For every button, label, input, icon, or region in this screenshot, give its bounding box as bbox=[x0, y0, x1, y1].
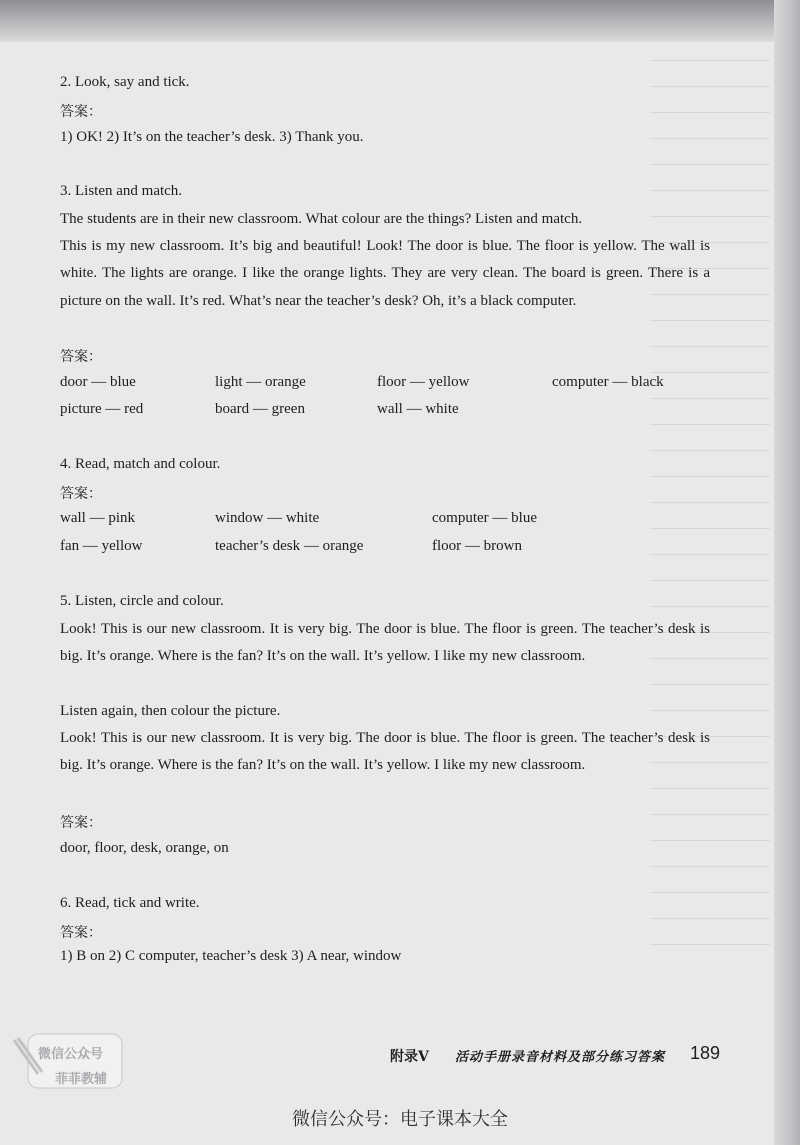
section-5-instruction: Listen again, then colour the picture. bbox=[60, 703, 281, 719]
section-6-heading: 6. Read, tick and write. bbox=[60, 895, 200, 911]
footer-title: 活动手册录音材料及部分练习答案 bbox=[455, 1050, 666, 1065]
section-3-passage: This is my new classroom. It’s big and beautiful! Look! The door is blue. The floor is yellow. The wall is white. The lights are orange. I like the orange lights. They are very clean. The board is green. There is a picture on the wall. It’s red. What’s near the teacher’s desk? Oh, it’s a black computer. bbox=[60, 238, 710, 309]
section-5-heading: 5. Listen, circle and colour. bbox=[60, 593, 224, 609]
match-item: floor — brown bbox=[432, 538, 522, 554]
match-item: teacher’s desk — orange bbox=[215, 538, 364, 554]
match-item: computer — blue bbox=[432, 510, 537, 526]
match-item: floor — yellow bbox=[377, 374, 470, 390]
section-5-answer: door, floor, desk, orange, on bbox=[60, 840, 229, 856]
match-item: picture — red bbox=[60, 401, 144, 417]
match-item: light — orange bbox=[215, 374, 306, 390]
watermark-bottom: 微信公众号：电子课本大全 bbox=[292, 1109, 508, 1130]
section-4-answer-label: 答案： bbox=[60, 486, 102, 502]
section-5-answer-label: 答案： bbox=[60, 815, 102, 831]
section-2-heading: 2. Look, say and tick. bbox=[60, 74, 190, 90]
page-number: 189 bbox=[690, 1043, 721, 1063]
section-5-passage-repeat: Look! This is our new classroom. It is very big. The door is blue. The floor is green. The teacher’s desk is big. It’s orange. Where is the fan? It’s on the wall. It’s yellow. I like my new classroom. bbox=[60, 730, 710, 774]
section-5-passage: Look! This is our new classroom. It is very big. The door is blue. The floor is green. The teacher’s desk is big. It’s orange. Where is the fan? It’s on the wall. It’s yellow. I like my new classroom. bbox=[60, 621, 710, 665]
section-6-answer-label: 答案： bbox=[60, 925, 102, 941]
match-item: window — white bbox=[215, 510, 320, 526]
watermark-left-line1: 微信公众号 bbox=[38, 1047, 104, 1062]
match-item: wall — white bbox=[377, 401, 459, 417]
footer-appendix: 附录V bbox=[390, 1049, 429, 1065]
section-2-answer-label: 答案： bbox=[60, 104, 102, 120]
watermark-left-line2: 菲菲教辅 bbox=[55, 1072, 108, 1087]
section-3-answer-label: 答案： bbox=[60, 349, 102, 365]
match-item: board — green bbox=[215, 401, 305, 417]
match-item: wall — pink bbox=[60, 510, 135, 526]
section-3-intro: The students are in their new classroom. What colour are the things? Listen and match. bbox=[60, 211, 583, 227]
section-6-answer: 1) B on 2) C computer, teacher’s desk 3) A near, window bbox=[60, 948, 402, 964]
section-4-heading: 4. Read, match and colour. bbox=[60, 456, 221, 472]
match-item: computer — black bbox=[552, 374, 664, 390]
section-3-heading: 3. Listen and match. bbox=[60, 183, 183, 199]
section-2-answer: 1) OK! 2) It’s on the teacher’s desk. 3) Thank you. bbox=[60, 129, 364, 145]
match-item: door — blue bbox=[60, 374, 136, 390]
match-item: fan — yellow bbox=[60, 538, 143, 554]
